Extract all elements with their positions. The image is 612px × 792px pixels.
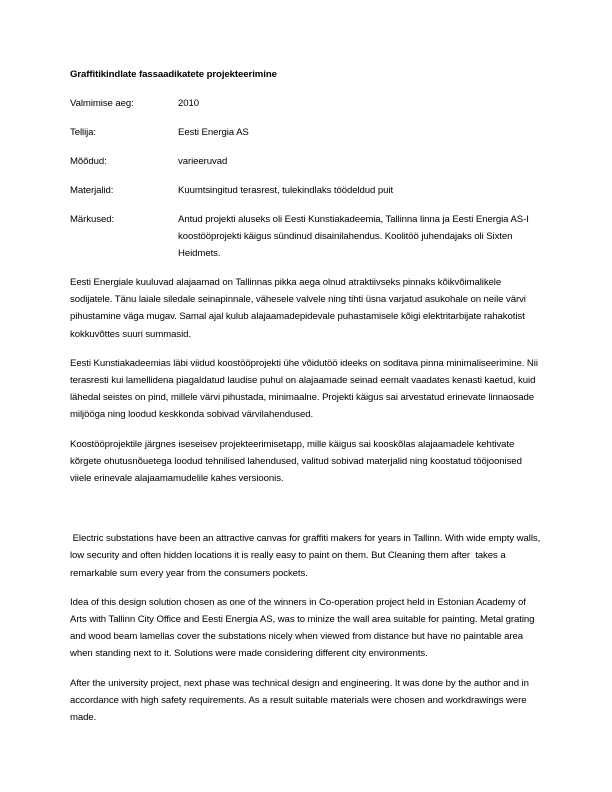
metadata-label: Märkused: bbox=[70, 214, 115, 225]
page-title: Graffitikindlate fassaadikatete projekteerimine bbox=[70, 69, 277, 80]
metadata-row bbox=[70, 153, 541, 170]
metadata-value: 2010 bbox=[178, 98, 200, 109]
document-body bbox=[70, 66, 541, 738]
section-divider bbox=[70, 499, 541, 530]
metadata-value: Eesti Energia AS bbox=[178, 127, 249, 138]
metadata-list bbox=[70, 95, 541, 262]
paragraph: Idea of this design solution chosen as one of the winners in Co-operation project held in Estonian Academy of Arts with Tallinn City Office and Eesti Energia AS, was to minize the wall area suitable for painting. Metal grating and wood beam lamellas cover the substations nicely when viewed from distance but have no paintable area when standing next to it. Solutions were made considering different city environments. bbox=[70, 596, 535, 660]
estonian-section bbox=[70, 274, 541, 487]
metadata-label: Tellija: bbox=[70, 127, 97, 138]
metadata-label: Mõõdud: bbox=[70, 156, 107, 167]
metadata-value: varieeruvad bbox=[178, 156, 228, 167]
paragraph: Electric substations have been an attractive canvas for graffiti makers for years in Tallinn. With wide empty walls, low security and often hidden locations it is really easy to paint on them. But Cleaning them after takes a remarkable sum every year from the consumers pockets. bbox=[70, 533, 543, 579]
paragraph: Eesti Kunstiakadeemias läbi viidud koostööprojekti ühe võidutöö ideeks on soditava pinna minimaliseerimine. Nii terasresti kui lamellidena piagaldatud laudise puhul on alajaamade seinad eemalt vaadates kenasti kaetud, kuid lähedal seistes on pind, millele värvi pihustada, minimaalne. Projekti käigus sai arvestatud erinevate linnaosade miljööga ning loodud keskkonda sobivad värvilahendused. bbox=[70, 357, 538, 421]
metadata-label: Materjalid: bbox=[70, 185, 114, 196]
paragraph: Eesti Energiale kuuluvad alajaamad on Tallinnas pikka aega olnud atraktiivseks pinnaks kõikvõimalikele sodijatele. Tänu laiale siledale seinapinnale, vähesele valvele ning tihti üsna varjatud asukohale on neile värvi pihustamine väga mugav. Samal ajal kulub alajaamadepidevale puhastamisele kõigi elektritarbijate rahakotist kokkuvõttes suuri summasid. bbox=[70, 277, 526, 340]
metadata-row bbox=[70, 124, 541, 141]
metadata-row bbox=[70, 95, 541, 112]
paragraph: After the university project, next phase was technical design and engineering. It was done by the author and in accordance with high safety requirements. As a result suitable materials were chosen and workdrawings were made. bbox=[70, 677, 529, 724]
metadata-value: Antud projekti aluseks oli Eesti Kunstiakadeemia, Tallinna linna ja Eesti Energia AS-I koostööprojekti käigus sündinud disainilahendus. Koolitöö juhendajaks oli Sixten Heidmets. bbox=[178, 214, 529, 259]
english-section bbox=[70, 530, 541, 726]
metadata-row bbox=[70, 182, 541, 199]
metadata-value: Kuumtsingitud terasrest, tulekindlaks töödeldud puit bbox=[178, 185, 394, 196]
paragraph: Koostööprojektile järgnes iseseisev projekteerimisetapp, mille käigus sai kooskõlas alajaamadele kehtivate kõrgete ohutusnõuetega loodud tehnilised lahendused, valitud sobivad materjalid ning koostatud tööjoonised viiele erinevale alajaamamudelile kahes versioonis. bbox=[70, 438, 522, 485]
metadata-row bbox=[70, 211, 541, 262]
metadata-label: Valmimise aeg: bbox=[70, 98, 134, 109]
